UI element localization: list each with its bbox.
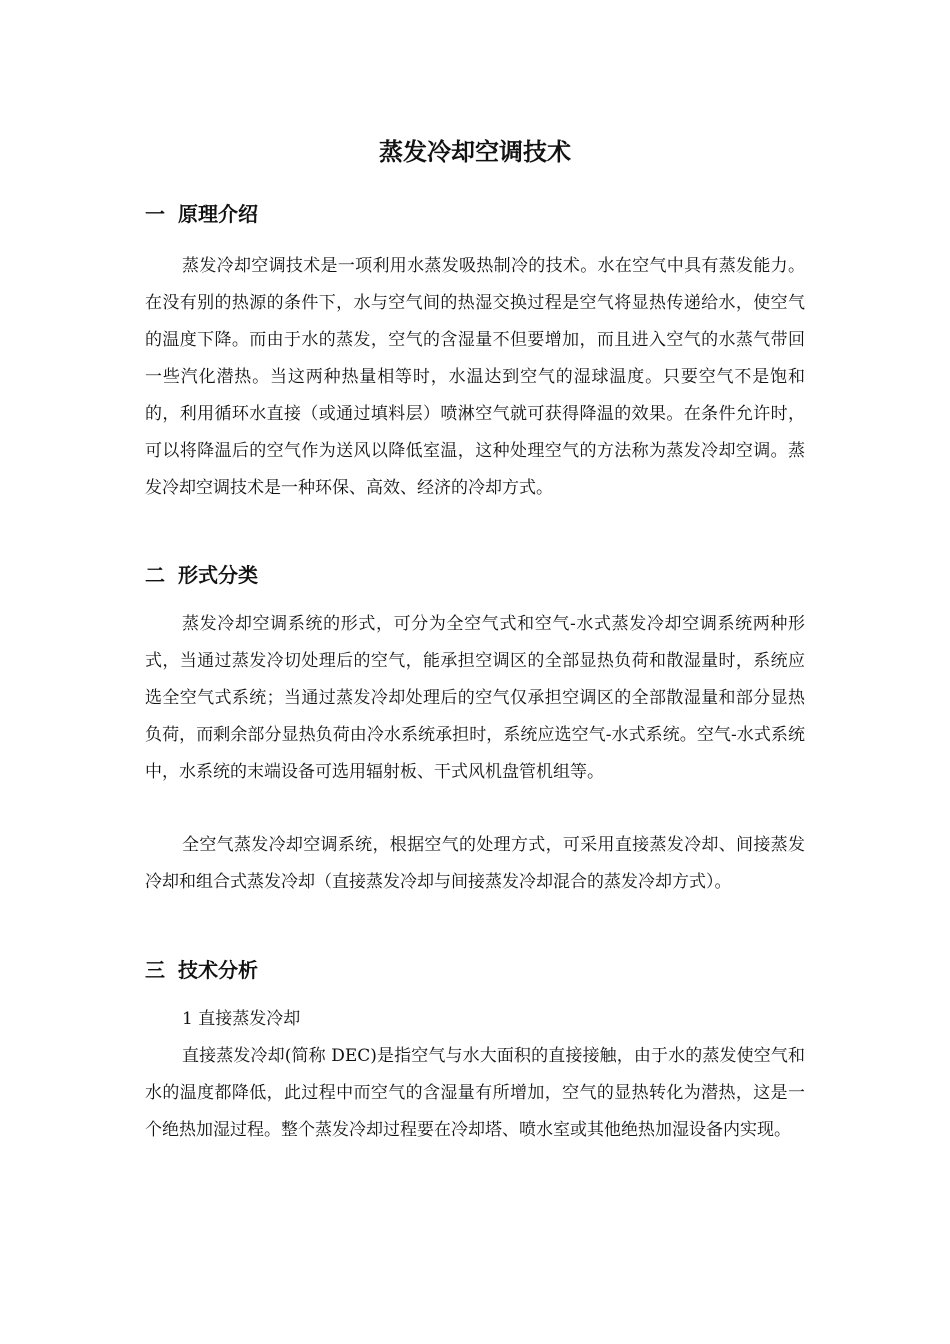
document-title: 蒸发冷却空调技术	[379, 138, 571, 166]
section-title: 技术分析	[178, 958, 258, 982]
subheading: 1 直接蒸发冷却	[182, 1009, 301, 1029]
section-heading-3	[145, 955, 805, 985]
section-heading-1	[145, 199, 805, 229]
body-paragraph: 蒸发冷却空调系统的形式，可分为全空气式和空气-水式蒸发冷却空调系统两种形式，当通过蒸发冷切处理后的空气，能承担空调区的全部显热负荷和散湿量时，系统应选全空气式系统；当通过蒸发冷却处理后的空气仅承担空调区的全部散湿量和部分显热负荷，而剩余部分显热负荷由冷水系统承担时，系统应选空气-水式系统。空气-水式系统中，水系统的末端设备可选用辐射板、干式风机盘管机组等。	[145, 614, 805, 782]
section-number: 二	[145, 563, 165, 587]
section-heading-2	[145, 560, 805, 590]
body-paragraph: 蒸发冷却空调技术是一项利用水蒸发吸热制冷的技术。水在空气中具有蒸发能力。在没有别的热源的条件下，水与空气间的热湿交换过程是空气将显热传递给水，使空气的温度下降。而由于水的蒸发，空气的含湿量不但要增加，而且进入空气的水蒸气带回一些汽化潜热。当这两种热量相等时，水温达到空气的湿球温度。只要空气不是饱和的，利用循环水直接（或通过填料层）喷淋空气就可获得降温的效果。在条件允许时，可以将降温后的空气作为送风以降低室温，这种处理空气的方法称为蒸发冷却空调。蒸发冷却空调技术是一种环保、高效、经济的冷却方式。	[145, 256, 805, 498]
section-number: 三	[145, 958, 165, 982]
body-paragraph: 直接蒸发冷却(简称 DEC)是指空气与水大面积的直接接触，由于水的蒸发使空气和水的温度都降低，此过程中而空气的含湿量有所增加，空气的显热转化为潜热，这是一个绝热加湿过程。整个蒸发冷却过程要在冷却塔、喷水室或其他绝热加湿设备内实现。	[145, 1046, 805, 1140]
body-paragraph: 全空气蒸发冷却空调系统，根据空气的处理方式，可采用直接蒸发冷却、间接蒸发冷却和组合式蒸发冷却（直接蒸发冷却与间接蒸发冷却混合的蒸发冷却方式）。	[145, 835, 805, 892]
section-title: 原理介绍	[178, 202, 258, 226]
section-title: 形式分类	[178, 563, 258, 587]
section-number: 一	[145, 202, 165, 226]
